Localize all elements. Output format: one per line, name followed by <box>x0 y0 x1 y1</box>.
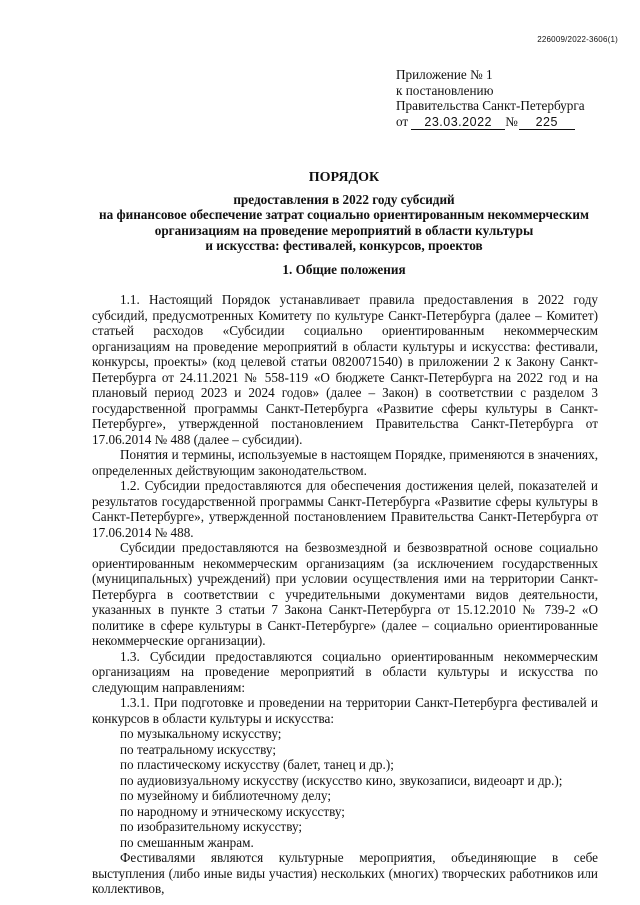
list-item: по музыкальному искусству; <box>120 726 282 741</box>
paragraph-1-1: 1.1. Настоящий Порядок устанавливает правила предоставления в 2022 году субсидий, предусмотренных Комитету по культуре Санкт-Петербурга (далее – Комитет) статьей расходов «Субсидии социально ориентированным некоммерческим организациям на проведение мероприятий в области культуры и искусства: фестивали, конкурсы, проекты» (код целевой статьи 0820071540) в приложении 2 к Закону Санкт-Петербурга от 24.11.2021 № 558-119 «О бюджете Санкт-Петербурга на 2022 год и на плановый период 2023 и 2024 годов» (далее – Закон) в соответствии с разделом 3 государственной программы Санкт-Петербурга «Развитие сферы культуры в Санкт-Петербурге», утвержденной постановлением Правительства Санкт-Петербурга от 17.06.2014 № 488 (далее – субсидии). <box>92 292 598 447</box>
list-item: по смешанным жанрам. <box>120 834 254 850</box>
handwritten-date: 23.03.2022 <box>411 116 505 130</box>
paragraph-1-2: 1.2. Субсидии предоставляются для обеспечения достижения целей, показателей и результатов государственной программы Санкт-Петербурга «Развитие сферы культуры в Санкт-Петербурге», утвержденной постановлением Правительства Санкт-Петербурга от 17.06.2014 № 488. <box>92 478 598 540</box>
paragraph-1-3-1: 1.3.1. При подготовке и проведении на территории Санкт-Петербурга фестивалей и конкурсов в области культуры и искусства: <box>92 695 598 726</box>
annex-date-line <box>396 114 585 130</box>
document-heading <box>70 170 618 254</box>
heading-line-3: организациям на проведение мероприятий в области культуры <box>154 222 534 238</box>
paragraph-subsidies: Субсидии предоставляются на безвозмездной и безвозвратной основе социально ориентированным некоммерческим организациям (за исключением государственных (муниципальных) учреждений) при условии осуществления ими на территории Санкт-Петербурга в соответствии с учредительными документами видов деятельности, указанных в пункте 3 статьи 7 Закона Санкт-Петербурга от 15.12.2010 № 739-2 «О политике в сфере культуры в Санкт-Петербурге» (далее – социально ориентированные некоммерческие организации). <box>92 540 598 648</box>
heading-line-1: предоставления в 2022 году субсидий <box>233 191 455 207</box>
annex-line-3: Правительства Санкт-Петербурга <box>396 98 585 113</box>
document-body <box>92 292 598 897</box>
list-item: по народному и этническому искусству; <box>120 803 345 819</box>
paragraph-1-3: 1.3. Субсидии предоставляются социально ориентированным некоммерческим организациям на проведение мероприятий в области культуры и искусства по следующим направлениям: <box>92 648 598 695</box>
date-prefix: от <box>396 113 409 129</box>
annex-block <box>396 67 585 130</box>
heading-line-2: на финансовое обеспечение затрат социально ориентированным некоммерческим <box>99 207 589 222</box>
document-id: 226009/2022-3606(1) <box>537 35 618 44</box>
paragraph-festivals: Фестивалями являются культурные мероприятия, объединяющие в себе выступления (либо иные виды участия) нескольких (многих) творческих работников или коллективов, <box>92 850 598 896</box>
document-title: ПОРЯДОК <box>308 170 380 185</box>
annex-line-1: Приложение № 1 <box>396 67 493 82</box>
list-item: по изобразительному искусству; <box>120 819 303 834</box>
handwritten-number: 225 <box>519 116 575 130</box>
heading-line-4: и искусства: фестивалей, конкурсов, проектов <box>205 238 483 253</box>
list-item: по пластическому искусству (балет, танец и др.); <box>120 757 394 772</box>
number-prefix: № <box>505 113 518 129</box>
list-item: по музейному и библиотечному делу; <box>120 788 331 803</box>
section-title: 1. Общие положения <box>282 262 406 277</box>
list-item: по аудиовизуальному искусству (искусство кино, звукозаписи, видеоарт и др.); <box>120 772 563 788</box>
directions-list <box>92 726 598 850</box>
paragraph-terms: Понятия и термины, используемые в настоящем Порядке, применяются в значениях, определенных действующим законодательством. <box>92 447 598 478</box>
annex-line-2: к постановлению <box>396 82 494 98</box>
list-item: по театральному искусству; <box>120 741 277 757</box>
